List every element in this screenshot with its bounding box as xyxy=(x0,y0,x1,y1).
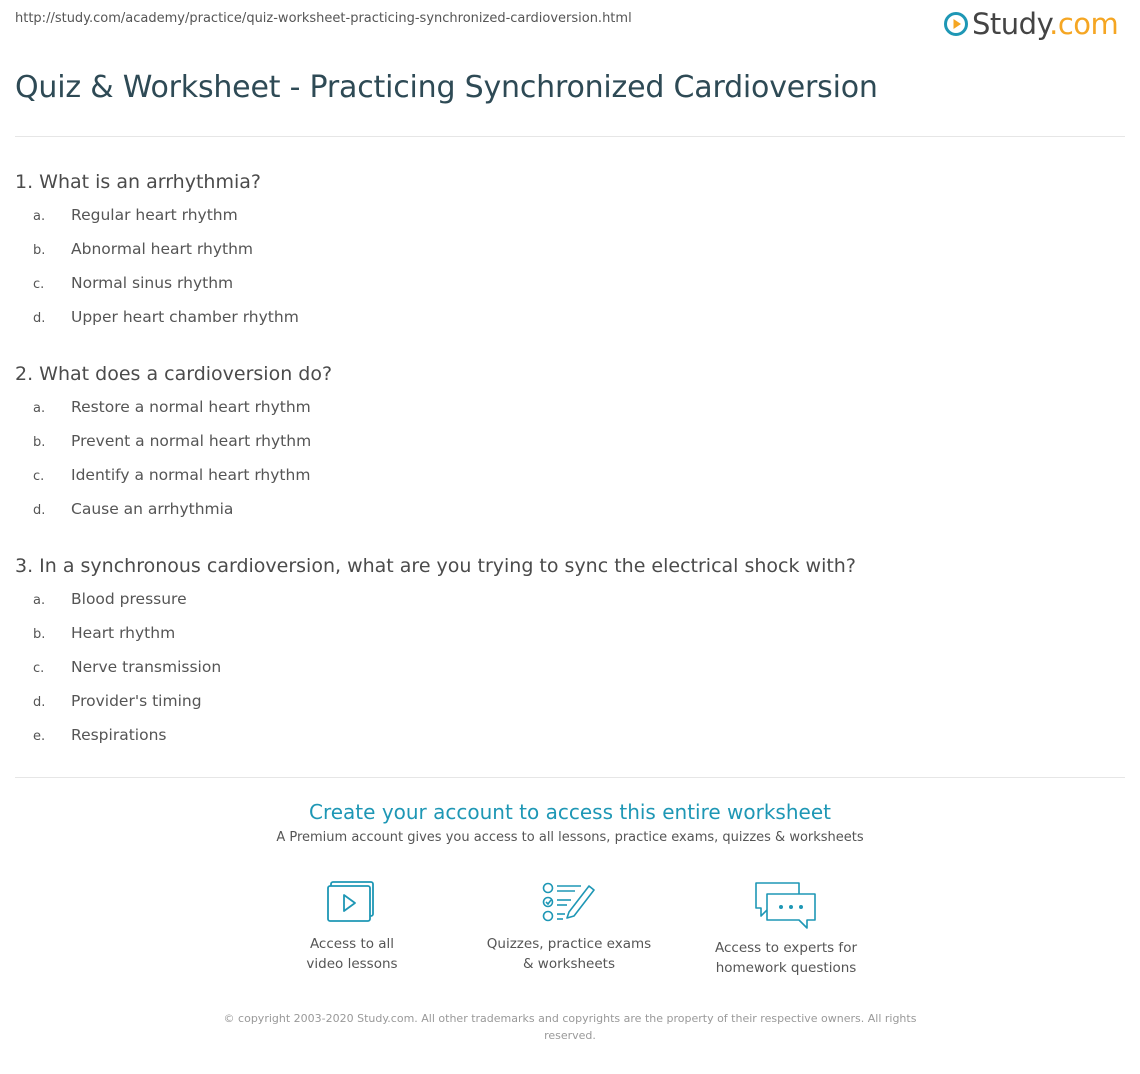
option-text: Identify a normal heart rhythm xyxy=(71,466,311,484)
option-letter: e. xyxy=(33,729,46,744)
feature-line: Quizzes, practice exams xyxy=(486,936,652,952)
option-letter: a. xyxy=(33,593,46,608)
quiz-checklist-icon xyxy=(541,880,597,926)
feature-line: & worksheets xyxy=(522,956,615,972)
feature-line: Access to experts for xyxy=(714,940,857,956)
divider xyxy=(15,136,1125,137)
page-url: http://study.com/academy/practice/quiz-worksheet-practicing-synchronized-cardioversion.html xyxy=(15,11,632,26)
option-text: Blood pressure xyxy=(71,590,187,608)
question-3-title: 3. In a synchronous cardioversion, what are you trying to sync the electrical shock with? xyxy=(15,555,856,577)
logo-suffix: .com xyxy=(1049,7,1119,41)
answer-option xyxy=(33,726,166,744)
study-logo[interactable] xyxy=(944,6,1118,42)
answer-option xyxy=(33,274,233,292)
copyright-notice: © copyright 2003-2020 Study.com. All other trademarks and copyrights are the property of their respective owners. All rights reserved. xyxy=(223,1012,917,1042)
answer-option xyxy=(33,500,233,518)
feature-experts xyxy=(686,880,886,978)
option-text: Heart rhythm xyxy=(71,624,176,642)
option-letter: a. xyxy=(33,401,46,416)
page-title: Quiz & Worksheet - Practicing Synchronized Cardioversion xyxy=(15,70,878,105)
answer-option xyxy=(33,692,202,710)
option-text: Normal sinus rhythm xyxy=(71,274,234,292)
answer-option xyxy=(33,206,238,224)
option-text: Regular heart rhythm xyxy=(71,206,238,224)
chat-bubbles-icon xyxy=(753,880,819,930)
feature-line: Access to all xyxy=(309,936,395,952)
option-letter: d. xyxy=(33,695,46,710)
feature-line: video lessons xyxy=(306,956,398,972)
option-text: Prevent a normal heart rhythm xyxy=(71,432,312,450)
answer-option xyxy=(33,308,299,326)
option-letter: d. xyxy=(33,311,46,326)
option-letter: b. xyxy=(33,243,46,258)
option-text: Abnormal heart rhythm xyxy=(71,240,254,258)
option-letter: c. xyxy=(33,469,45,484)
option-letter: c. xyxy=(33,661,45,676)
answer-option xyxy=(33,466,310,484)
play-logo-icon xyxy=(944,12,968,36)
logo-text xyxy=(972,6,1118,42)
answer-option xyxy=(33,240,253,258)
logo-word: Study xyxy=(972,7,1050,41)
answer-option xyxy=(33,590,187,608)
question-2-title: 2. What does a cardioversion do? xyxy=(15,363,333,385)
cta-subtitle: A Premium account gives you access to all lessons, practice exams, quizzes & worksheets xyxy=(276,830,864,845)
feature-video-lessons xyxy=(252,880,452,974)
option-text: Respirations xyxy=(71,726,167,744)
answer-option xyxy=(33,398,311,416)
divider xyxy=(15,777,1125,778)
option-text: Nerve transmission xyxy=(71,658,222,676)
option-text: Upper heart chamber rhythm xyxy=(71,308,299,326)
option-letter: d. xyxy=(33,503,46,518)
create-account-link[interactable]: Create your account to access this entire worksheet xyxy=(309,800,831,824)
video-lessons-icon xyxy=(326,880,378,926)
option-text: Cause an arrhythmia xyxy=(71,500,234,518)
feature-line: homework questions xyxy=(715,960,857,976)
option-letter: c. xyxy=(33,277,45,292)
feature-quizzes xyxy=(469,880,669,974)
answer-option xyxy=(33,432,311,450)
option-text: Provider's timing xyxy=(71,692,202,710)
option-letter: b. xyxy=(33,627,46,642)
option-letter: b. xyxy=(33,435,46,450)
answer-option xyxy=(33,624,175,642)
option-letter: a. xyxy=(33,209,46,224)
option-text: Restore a normal heart rhythm xyxy=(71,398,311,416)
answer-option xyxy=(33,658,221,676)
question-1-title: 1. What is an arrhythmia? xyxy=(15,171,261,193)
